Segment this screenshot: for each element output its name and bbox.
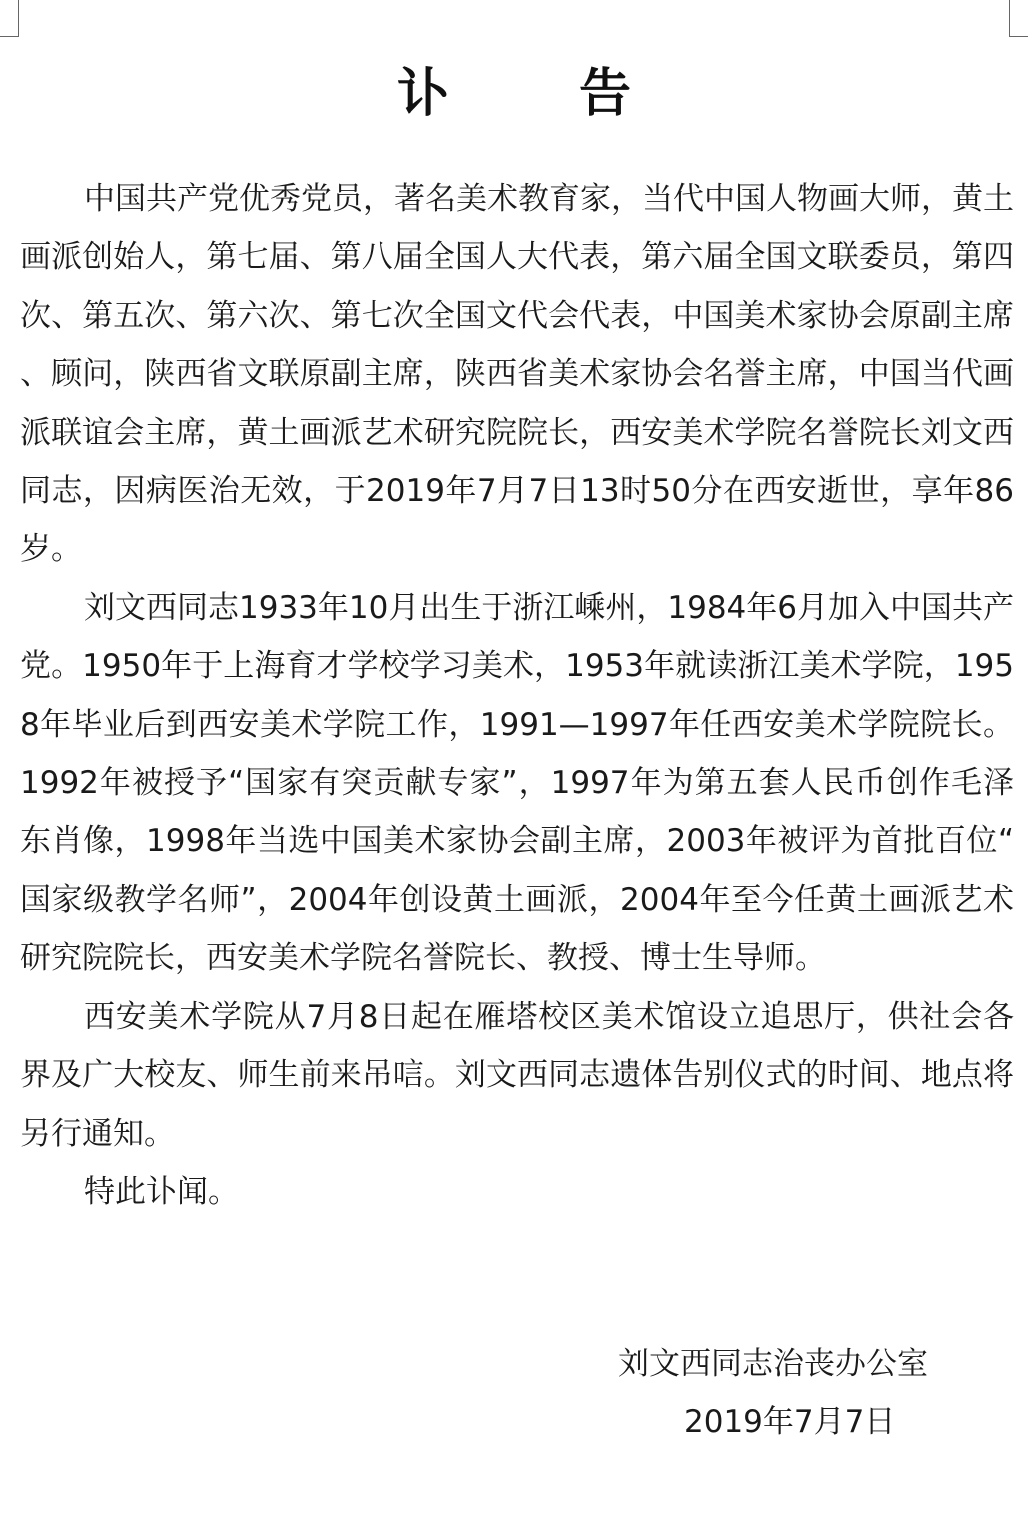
page-corner-mark-left — [0, 0, 19, 37]
document-body — [20, 170, 1014, 1221]
paragraph-memorial-arrangements: 西安美术学院从7月8日起在雁塔校区美术馆设立追思厅，供社会各界及广大校友、师生前来吊唁。刘文西同志遗体告别仪式的时间、地点将另行通知。 — [20, 998, 1014, 1152]
paragraph-biography-summary: 中国共产党优秀党员，著名美术教育家，当代中国人物画大师，黄土画派创始人，第七届、第八届全国人大代表，第六届全国文联委员，第四次、第五次、第六次、第七次全国文代会代表，中国美术家协会原副主席、顾问，陕西省文联原副主席，陕西省美术家协会名誉主席，中国当代画派联谊会主席，黄土画派艺术研究院院长，西安美术学院名誉院长刘文西同志，因病医治无效，于2019年7月7日13时50分在西安逝世，享年86岁。 — [20, 181, 1014, 568]
paragraph-closing: 特此讣闻。 — [84, 1173, 239, 1210]
page-corner-mark-right — [1009, 0, 1028, 37]
signature-date: 2019年7月7日 — [684, 1404, 896, 1440]
paragraph-career: 刘文西同志1933年10月出生于浙江嵊州，1984年6月加入中国共产党。1950年于上海育才学校学习美术，1953年就读浙江美术学院，1958年毕业后到西安美术学院工作，1991—1997年任西安美术学院院长。1992年被授予“国家有突贡献专家”，1997年为第五套人民币创作毛泽东肖像，1998年当选中国美术家协会副主席，2003年被评为首批百位“国家级教学名师”，2004年创设黄土画派，2004年至今任黄土画派艺术研究院院长，西安美术学院名誉院长、教授、博士生导师。 — [20, 589, 1014, 977]
document-title: 讣 告 — [396, 64, 688, 124]
signature-organization: 刘文西同志治丧办公室 — [618, 1346, 928, 1382]
